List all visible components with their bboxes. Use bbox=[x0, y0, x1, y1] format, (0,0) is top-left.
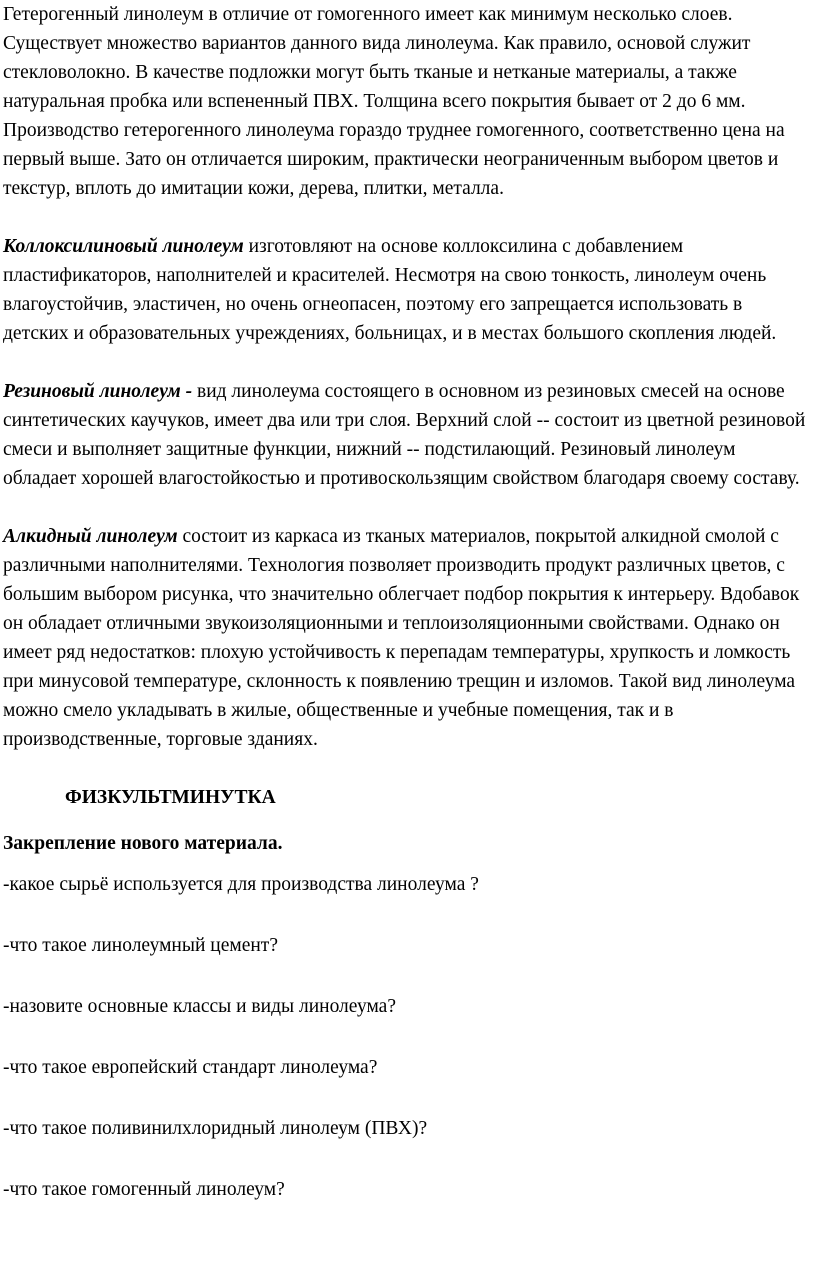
question-item: -что такое поливинилхлоридный линолеум (ПВХ)? bbox=[3, 1118, 428, 1139]
question-list bbox=[3, 870, 810, 1204]
question-item: -назовите основные классы и виды линолеума? bbox=[3, 996, 396, 1017]
paragraph-alkyd-linoleum bbox=[3, 522, 810, 754]
paragraph-colloxylin-linoleum bbox=[3, 232, 810, 348]
term-colloxylin-linoleum: Коллоксилиновый линолеум bbox=[3, 236, 244, 257]
term-rubber-linoleum: Резиновый линолеум - bbox=[3, 381, 193, 402]
paragraph-text: вид линолеума состоящего в основном из резиновых смесей на основе синтетических каучуков, имеет два или три слоя. Верхний слой -- состоит из цветной резиновой смеси и выполняет защитные функции, нижний -- подстилающий. Резиновый линолеум обладает хорошей влагостойкостью и противоскользящим свойством благодаря своему составу. bbox=[3, 381, 806, 489]
term-alkyd-linoleum: Алкидный линолеум bbox=[3, 526, 178, 547]
paragraph-text: изготовляют на основе коллоксилина с добавлением пластификаторов, наполнителей и красителей. Несмотря на свою тонкость, линолеум очень влагоустойчив, эластичен, но очень огнеопасен, поэтому его запрещается использовать в детских и образовательных учреждениях, больницах, и в местах большого скопления людей. bbox=[3, 236, 777, 344]
heading-review: Закрепление нового материала. bbox=[3, 833, 283, 854]
heading-exercise-break: ФИЗКУЛЬТМИНУТКА bbox=[65, 787, 276, 808]
paragraph-rubber-linoleum bbox=[3, 377, 810, 493]
paragraph-text: состоит из каркаса из тканых материалов, покрытой алкидной смолой с различными наполнителями. Технология позволяет производить продукт различных цветов, с большим выбором рисунка, что значительно облегчает подбор покрытия к интерьеру. Вдобавок он обладает отличными звукоизоляционными и теплоизоляционными свойствами. Однако он имеет ряд недостатков: плохую устойчивость к перепадам температуры, хрупкость и ломкость при минусовой температуре, склонность к появлению трещин и изломов. Такой вид линолеума можно смело укладывать в жилые, общественные и учебные помещения, так и в производственные, торговые зданиях. bbox=[3, 526, 800, 750]
question-item: -какое сырьё используется для производства линолеума ? bbox=[3, 874, 479, 895]
paragraph-text: Гетерогенный линолеум в отличие от гомогенного имеет как минимум несколько слоев. Существует множество вариантов данного вида линолеума. Как правило, основой служит стекловолокно. В качестве подложки могут быть тканые и нетканые материалы, а также натуральная пробка или вспененный ПВХ. Толщина всего покрытия бывает от 2 до 6 мм. Производство гетерогенного линолеума гораздо труднее гомогенного, соответственно цена на первый выше. Зато он отличается широким, практически неограниченным выбором цветов и текстур, вплоть до имитации кожи, дерева, плитки, металла. bbox=[3, 4, 785, 199]
question-item: -что такое гомогенный линолеум? bbox=[3, 1179, 285, 1200]
paragraph-heterogeneous-linoleum bbox=[3, 0, 810, 203]
question-item: -что такое европейский стандарт линолеума? bbox=[3, 1057, 378, 1078]
question-item: -что такое линолеумный цемент? bbox=[3, 935, 278, 956]
